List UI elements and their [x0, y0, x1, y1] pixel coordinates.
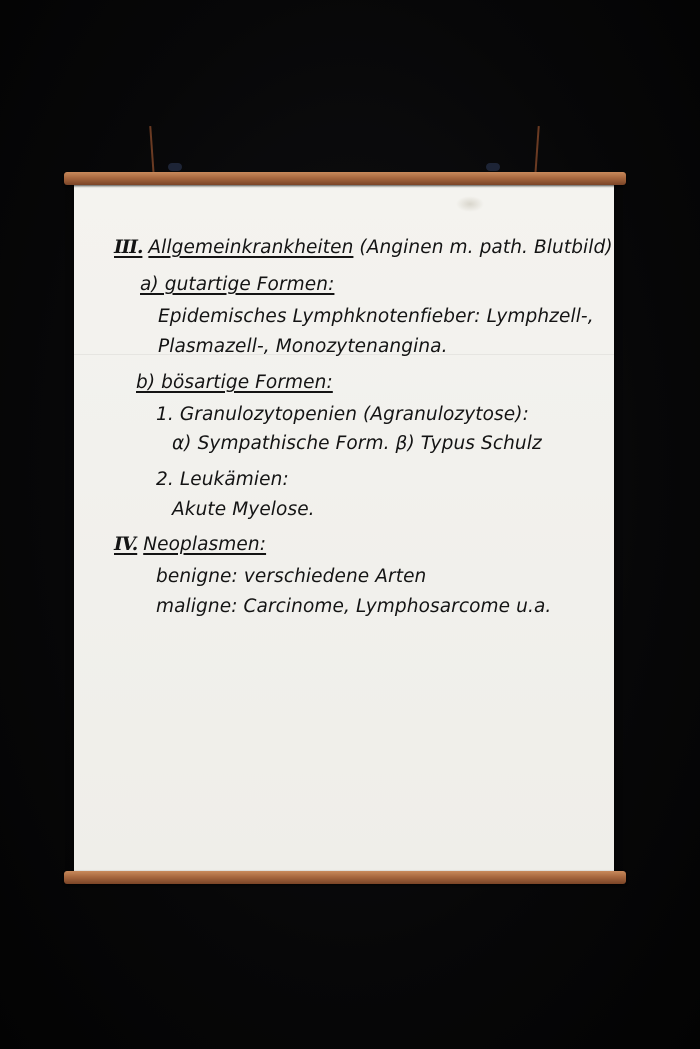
- hanging-string-right: [534, 126, 539, 176]
- top-wooden-rod: [64, 172, 626, 185]
- sub-b-item-2-detail: Akute Myelose.: [172, 499, 315, 520]
- section-3-note: (Anginen m. path. Blutbild): [359, 237, 613, 258]
- section-4-heading: Neoplasmen:: [143, 534, 267, 555]
- sub-a-line-1: Epidemisches Lymphknotenfieber: Lymphzell-,: [158, 306, 594, 327]
- string-knot-right: [486, 163, 500, 171]
- section-4-numeral: IV.: [114, 534, 138, 555]
- wall-chart-paper: [74, 182, 614, 874]
- sub-b-label: b) bösartige Formen:: [136, 372, 333, 393]
- section-3-numeral: III.: [114, 237, 143, 258]
- sub-b-item-1-title: 1. Granulozytopenien (Agranulozytose):: [156, 404, 529, 425]
- section-4-line-2: maligne: Carcinome, Lymphosarcome u.a.: [156, 596, 552, 617]
- sub-a-label: a) gutartige Formen:: [140, 274, 335, 295]
- section-4-heading-line: [114, 534, 266, 555]
- bottom-wooden-rod: [64, 871, 626, 884]
- sub-b-item-1-detail: α) Sympathische Form. β) Typus Schulz: [172, 433, 542, 454]
- string-knot-left: [168, 163, 182, 171]
- section-3-heading-line: [114, 237, 613, 258]
- section-3-heading: Allgemeinkrankheiten: [148, 237, 354, 258]
- hanging-string-left: [149, 126, 154, 176]
- paper-stain: [456, 196, 484, 212]
- section-4-line-1: benigne: verschiedene Arten: [156, 566, 427, 587]
- sub-b-item-2-title: 2. Leukämien:: [156, 469, 289, 490]
- sub-a-line-2: Plasmazell-, Monozytenangina.: [158, 336, 448, 357]
